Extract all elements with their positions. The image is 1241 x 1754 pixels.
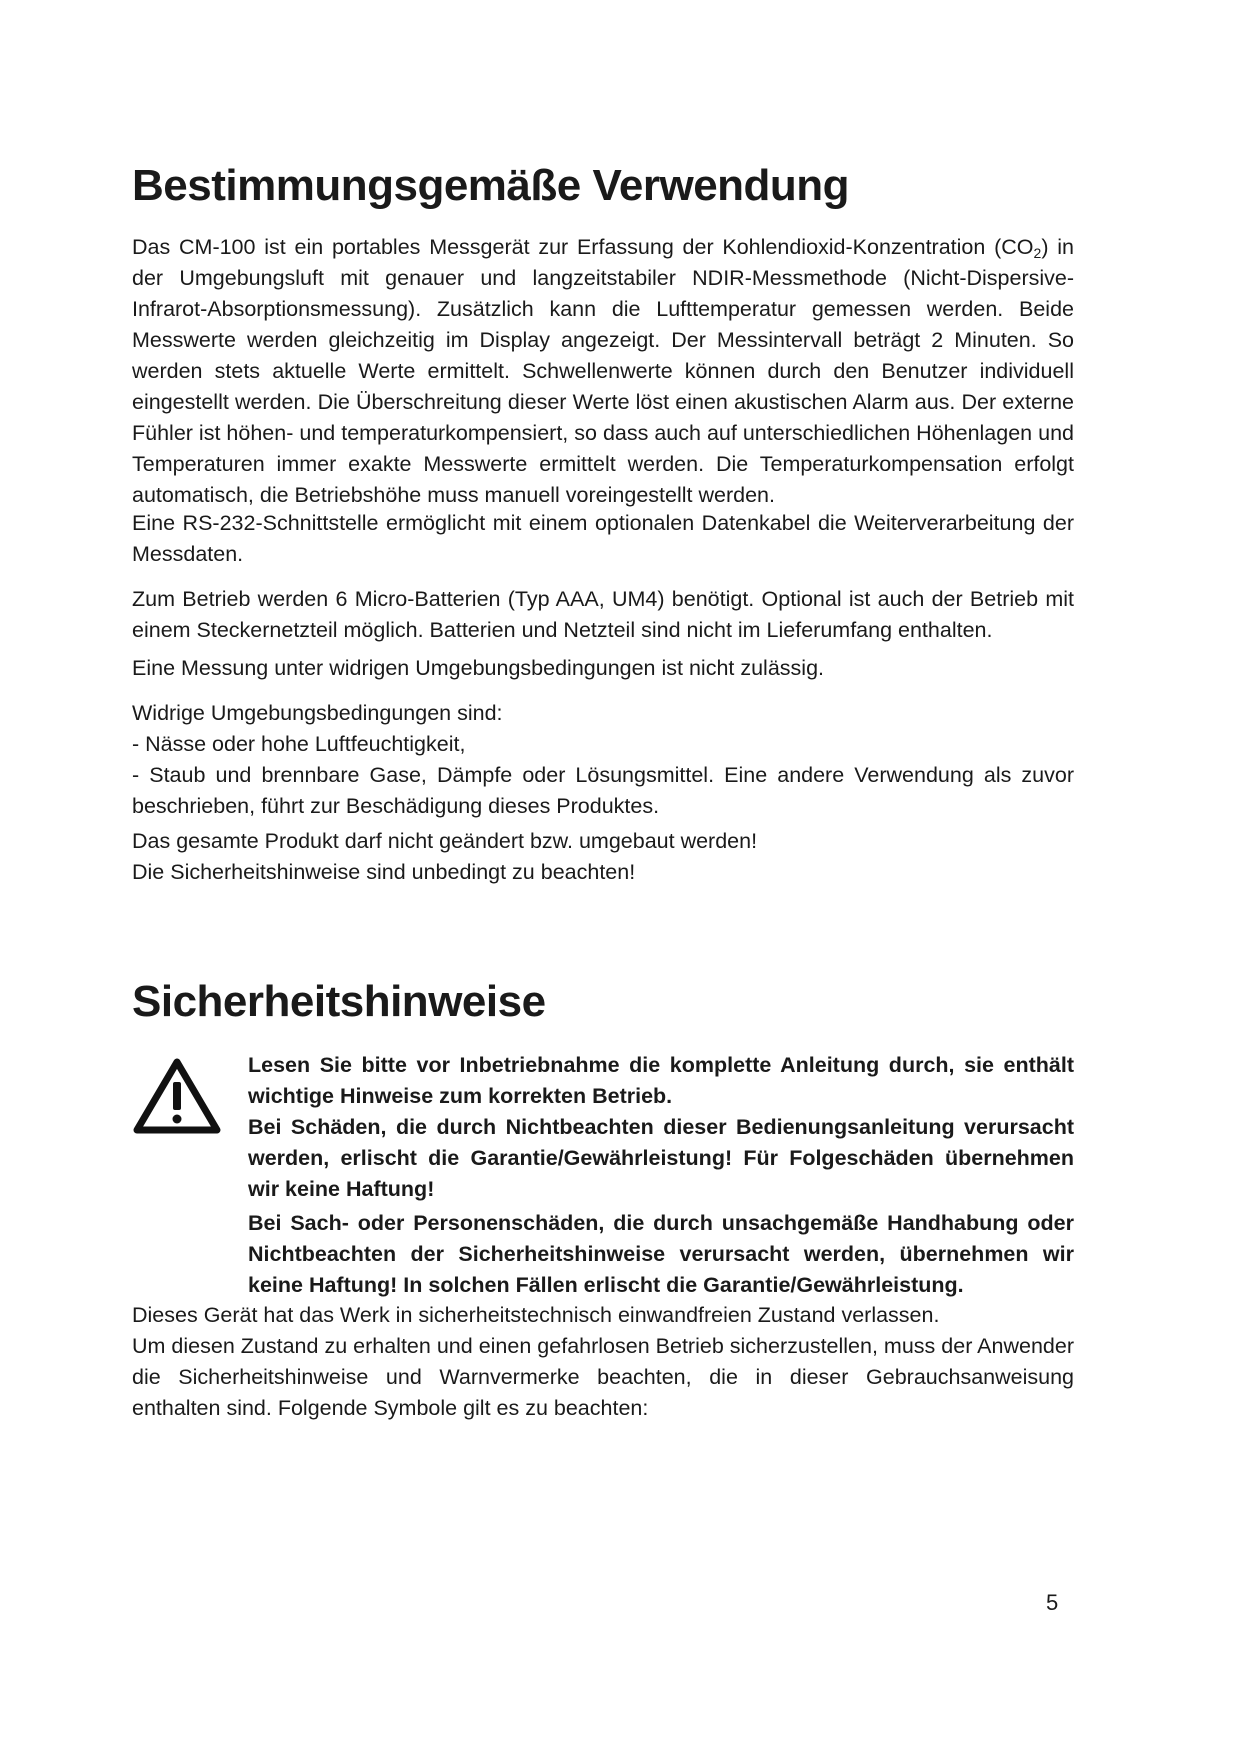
paragraph-1-text-b: ) in der Umgebungsluft mit genauer und langzeitstabiler NDIR-Messmethode (Nicht-Dispersive-Infrarot-Absorptionsmessung). Zusätzlich kann die Lufttemperatur gemessen werden. Beide Messwerte werden gleichzeitig im Display angezeigt. Der Messintervall beträgt 2 Minuten. So werden stets aktuelle Werte ermittelt. Schwellenwerte können durch den Benutzer individuell eingestellt werden. Die Überschreitung dieser Werte löst einen akustischen Alarm aus. Der externe Fühler ist höhen- und temperaturkompensiert, so dass auch auf unterschiedlichen Höhenlagen und Temperaturen immer exakte Messwerte ermittelt werden. Die Temperaturkompensation erfolgt automatisch, die Betriebshöhe muss manuell voreingestellt werden. — [132, 235, 1074, 507]
intended-use-paragraph-2: Eine RS-232-Schnittstelle ermöglicht mit einem optionalen Datenkabel die Weiterverarbeitung der Messdaten. — [132, 511, 1074, 566]
adverse-condition-item: - Staub und brennbare Gase, Dämpfe oder Lösungsmittel. Eine andere Verwendung als zuvor beschrieben, führt zur Beschädigung dieses Produktes. — [132, 763, 1074, 818]
warning-triangle-icon — [132, 1056, 222, 1136]
paragraph-1-text-a: Das CM-100 ist ein portables Messgerät zur Erfassung der Kohlendioxid-Konzentration (CO — [132, 235, 1034, 259]
section-title-safety: Sicherheitshinweise — [132, 977, 546, 1026]
warning-text-1: Lesen Sie bitte vor Inbetriebnahme die komplette Anleitung durch, sie enthält wichtige Hinweise zum korrekten Betrieb. — [248, 1053, 1074, 1108]
modification-line: Das gesamte Produkt darf nicht geändert bzw. umgebaut werden! — [132, 829, 758, 853]
document-page — [132, 0, 1074, 1754]
co2-subscript: 2 — [1033, 245, 1042, 261]
warning-text-3: Bei Sach- oder Personenschäden, die durch unsachgemäße Handhabung oder Nichtbeachten der Sicherheitshinweise verursacht werden, übernehmen wir keine Haftung! In solchen Fällen erlischt die Garantie/Gewährleistung. — [248, 1211, 1074, 1297]
safety-notice-line: Die Sicherheitshinweise sind unbedingt zu beachten! — [132, 860, 636, 884]
adverse-conditions-intro: Widrige Umgebungsbedingungen sind: — [132, 701, 503, 725]
intended-use-paragraph-4: Eine Messung unter widrigen Umgebungsbedingungen ist nicht zulässig. — [132, 656, 824, 680]
warning-text-2: Bei Schäden, die durch Nichtbeachten dieser Bedienungsanleitung verursacht werden, erlischt die Garantie/Gewährleistung! Für Folgeschäden übernehmen wir keine Haftung! — [248, 1115, 1074, 1201]
adverse-condition-item: - Nässe oder hohe Luftfeuchtigkeit, — [132, 732, 466, 756]
adverse-conditions-list — [132, 698, 1074, 822]
page-number: 5 — [1046, 1590, 1059, 1615]
safety-body-line: Um diesen Zustand zu erhalten und einen gefahrlosen Betrieb sicherzustellen, muss der Anwender die Sicherheitshinweise und Warnvermerke beachten, die in dieser Gebrauchsanweisung enthalten sind. Folgende Symbole gilt es zu beachten: — [132, 1334, 1074, 1420]
safety-body-text — [132, 1300, 1074, 1424]
intended-use-paragraph-1 — [132, 232, 1074, 511]
modification-notice — [132, 826, 1074, 888]
intended-use-paragraph-3: Zum Betrieb werden 6 Micro-Batterien (Typ AAA, UM4) benötigt. Optional ist auch der Betrieb mit einem Steckernetzteil möglich. Batterien und Netzteil sind nicht im Lieferumfang enthalten. — [132, 587, 1074, 642]
safety-body-line: Dieses Gerät hat das Werk in sicherheitstechnisch einwandfreien Zustand verlassen. — [132, 1303, 940, 1327]
section-title-intended-use: Bestimmungsgemäße Verwendung — [132, 161, 850, 210]
